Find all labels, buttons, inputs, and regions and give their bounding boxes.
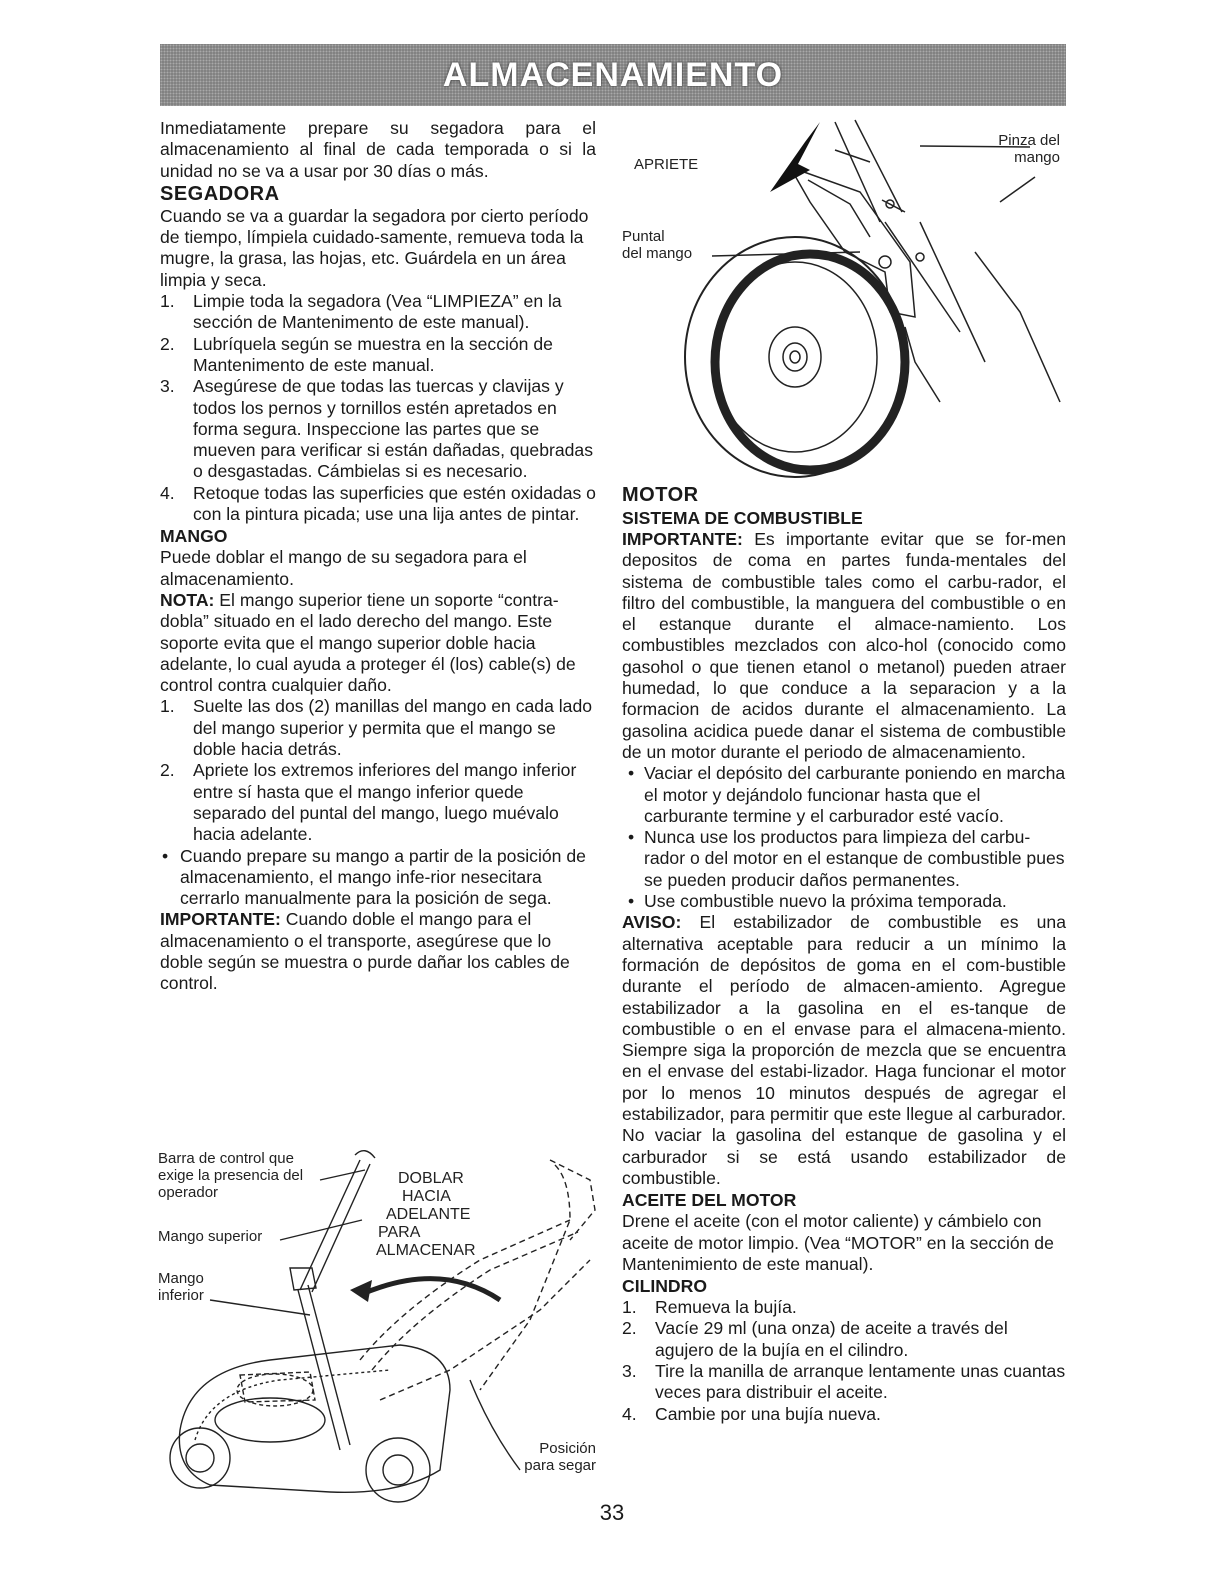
mango-steps: [160, 696, 596, 845]
page-title: ALMACENAMIENTO: [442, 55, 784, 94]
list-item: [160, 376, 596, 482]
step-number: 2.: [622, 1318, 637, 1339]
step-text: Suelte las dos (2) manillas del mango en cada lado del mango superior y permita que el mango se doble hacia detrás.: [193, 696, 593, 760]
list-item: [622, 763, 1066, 827]
fold-handle-figure: [150, 1140, 610, 1520]
segadora-steps: [160, 291, 596, 525]
fold-arrow-head: [350, 1280, 372, 1302]
label-line: Puntal: [622, 228, 665, 245]
label-apriete: APRIETE: [634, 156, 699, 173]
step-text: Limpie toda la segadora (Vea “LIMPIEZA” en la sección de Mantenimento de este manual).: [193, 291, 562, 333]
step-number: 2.: [160, 333, 175, 354]
list-item: [160, 334, 596, 377]
step-text: Tire la manilla de arranque lentamente unas cuantas veces para distribuir el aceite.: [655, 1360, 1066, 1403]
label-puntal: [622, 228, 692, 262]
label-doblar: [376, 1170, 476, 1260]
label-line: inferior: [158, 1287, 204, 1304]
handle-clip-figure: [620, 112, 1070, 487]
list-item: [160, 760, 596, 845]
importante-label: IMPORTANTE:: [160, 909, 281, 930]
aviso-paragraph: [622, 912, 1066, 1189]
label-line: Mango: [158, 1270, 204, 1287]
label-line: Pinza del: [998, 132, 1060, 149]
list-item: [622, 1404, 1066, 1425]
aviso-label: AVISO:: [622, 912, 682, 933]
cilindro-heading: CILINDRO: [622, 1276, 708, 1297]
mango-importante: [160, 909, 596, 994]
step-number: 1.: [160, 291, 175, 312]
list-item: [160, 291, 596, 334]
bullet-text: Nunca use los productos para limpieza del carbu-rador o del motor en el estanque de combustible pues se pueden producir daños permanentes.: [644, 827, 1065, 890]
label-line: ADELANTE: [386, 1206, 471, 1223]
bullet-text: Use combustible nuevo la próxima temporada.: [644, 891, 1007, 912]
nota-paragraph: [160, 590, 596, 696]
bullet-mark: •: [628, 763, 635, 784]
page-number: 33: [599, 1500, 625, 1525]
step-text: Remueva la bujía.: [655, 1297, 797, 1318]
label-line: ALMACENAR: [376, 1242, 476, 1259]
combustible-paragraph: [622, 529, 1066, 763]
label-line: del mango: [622, 245, 693, 262]
step-text: Apriete los extremos inferiores del mango inferior entre sí hasta que el mango inferior quede separado del puntal del mango, luego muévalo hacia adelante.: [193, 760, 577, 845]
mango-paragraph: Puede doblar el mango de su segadora para el almacenamiento.: [160, 547, 527, 589]
nota-label: NOTA:: [160, 589, 215, 610]
list-item: [160, 696, 596, 760]
list-item: [622, 827, 1066, 891]
step-text: Asegúrese de que todas las tuercas y clavijas y todos los pernos y tornillos estén apretados en forma segura. Inspeccione las partes que se mueven para verificar si están dañadas, quebradas o desgastadas. Cámbielas si es necesario.: [193, 376, 594, 482]
segadora-paragraph: Cuando se va a guardar la segadora por cierto período de tiempo, límpiela cuidado-samente, remueva toda la mugre, la grasa, las hojas, etc. Guárdela en un área limpia y seca.: [160, 205, 589, 290]
step-number: 1.: [160, 696, 175, 717]
step-text: Retoque todas las superficies que estén oxidadas o con la pintura picada; use una lija antes de pintar.: [193, 482, 596, 525]
motor-heading: MOTOR: [622, 484, 699, 506]
step-number: 2.: [160, 760, 175, 781]
aceite-paragraph: Drene el aceite (con el motor caliente) y cámbielo con aceite de motor limpio. (Vea “MOTOR” en la sección de Mantenimiento de este manual).: [622, 1211, 1054, 1274]
step-number: 4.: [160, 482, 175, 503]
label-line: HACIA: [402, 1188, 451, 1205]
list-item: [160, 483, 596, 526]
list-item: [622, 891, 1066, 912]
step-number: 1.: [622, 1297, 637, 1318]
bullet-text: Vaciar el depósito del carburante poniendo en marcha el motor y dejándolo funcionar hasta que el carburante termine y el carburador esté vacío.: [644, 763, 1066, 826]
label-line: para segar: [524, 1457, 596, 1474]
list-item: [622, 1297, 1066, 1318]
left-column: [160, 118, 596, 995]
step-number: 3.: [622, 1360, 637, 1381]
step-number: 4.: [622, 1403, 637, 1424]
label-pinza: [980, 132, 1060, 166]
aviso-text: El estabilizador de combustible es una alternativa aceptable para reducir a un mínimo la formación de depósitos de goma en el com-bustible durante el período de almacen-amiento. Agregue estabilizador a la gasolina en el es-tanque de combustible o en el envase para el almacena-miento. Siempre siga la proporción de mezcla que se encuentra en el envase del estabi-lizador. Haga funcionar el motor por lo menos 10 minutos después de agregar el estabilizador, para permitir que este llegue al carburador. No vaciar la gasolina del estanque de gasolina y el carburador si se está usando estabilizador de combustible.: [622, 912, 1066, 1188]
label-line: Barra de control que: [158, 1150, 294, 1167]
combustible-bullets: [622, 763, 1066, 912]
mango-bullets: [160, 846, 596, 910]
importante-label: IMPORTANTE:: [622, 529, 743, 549]
cilindro-steps: [622, 1297, 1066, 1425]
label-line: operador: [158, 1184, 219, 1201]
bullet-mark: •: [162, 845, 169, 866]
list-item: [160, 846, 596, 910]
nota-text: El mango superior tiene un soporte “contra-dobla” situado en el lado derecho del mango. Este soporte evita que el mango superior doble hacia adelante, lo cual ayuda a proteger él (los) cable(s) de control contra cualquier daño.: [160, 589, 576, 696]
intro-paragraph: Inmediatamente prepare su segadora para el almacenamiento al final de cada temporada o si la unidad no se va a usar por 30 días o más.: [160, 118, 596, 181]
label-line: Posición: [539, 1440, 596, 1457]
step-number: 3.: [160, 376, 175, 397]
label-barra: [158, 1150, 303, 1201]
label-line: exige la presencia del: [158, 1167, 304, 1184]
label-mango-inferior: [158, 1270, 204, 1304]
label-line: DOBLAR: [398, 1170, 464, 1187]
label-mango-superior: Mango superior: [158, 1228, 263, 1245]
step-text: Lubríquela según se muestra en la sección de Mantenimento de este manual.: [193, 333, 553, 375]
step-text: Vacíe 29 ml (una onza) de aceite a través del agujero de la bujía en el cilindro.: [655, 1318, 1008, 1360]
aceite-heading: ACEITE DEL MOTOR: [622, 1190, 797, 1211]
bullet-mark: •: [628, 891, 635, 912]
step-text: Cambie por una bujía nueva.: [655, 1403, 881, 1424]
label-line: mango: [1014, 149, 1060, 166]
segadora-heading: SEGADORA: [160, 182, 280, 205]
list-item: [622, 1361, 1066, 1404]
label-line: PARA: [378, 1224, 421, 1241]
mango-heading: MANGO: [160, 526, 228, 547]
right-column: [622, 483, 1066, 1425]
apriete-arrow: [770, 122, 820, 192]
section-banner: [160, 44, 1066, 106]
combustible-heading: SISTEMA DE COMBUSTIBLE: [622, 508, 863, 528]
bullet-text: Cuando prepare su mango a partir de la posición de almacenamiento, el mango infe-rior nesecitara cerrarlo manualmente para la posición de sega.: [180, 845, 586, 909]
list-item: [622, 1318, 1066, 1361]
bullet-mark: •: [628, 827, 635, 848]
label-posicion: [506, 1440, 596, 1474]
importante-text: Es importante evitar que se for-men depositos de coma en partes funda-mentales del sistema de combustible tales como el carbu-rador, el filtro del combustible, la manguera del combustible o en el estanque durante el almace-namiento. Los combustibles mezclados con alco-hol (conocido como gasohol o que tienen etanol o metanol) pueden atraer humedad, lo que conduce a la separacion y a la formacion de acidos durante el almacenamiento. La gasolina acidica puede danar el sistema de combustible de un motor durante el periodo de almacenamiento.: [622, 529, 1066, 762]
importante-text: Cuando doble el mango para el almacenamiento o el transporte, asegúrese que lo doble según se muestra o purde dañar los cables de control.: [160, 909, 570, 994]
